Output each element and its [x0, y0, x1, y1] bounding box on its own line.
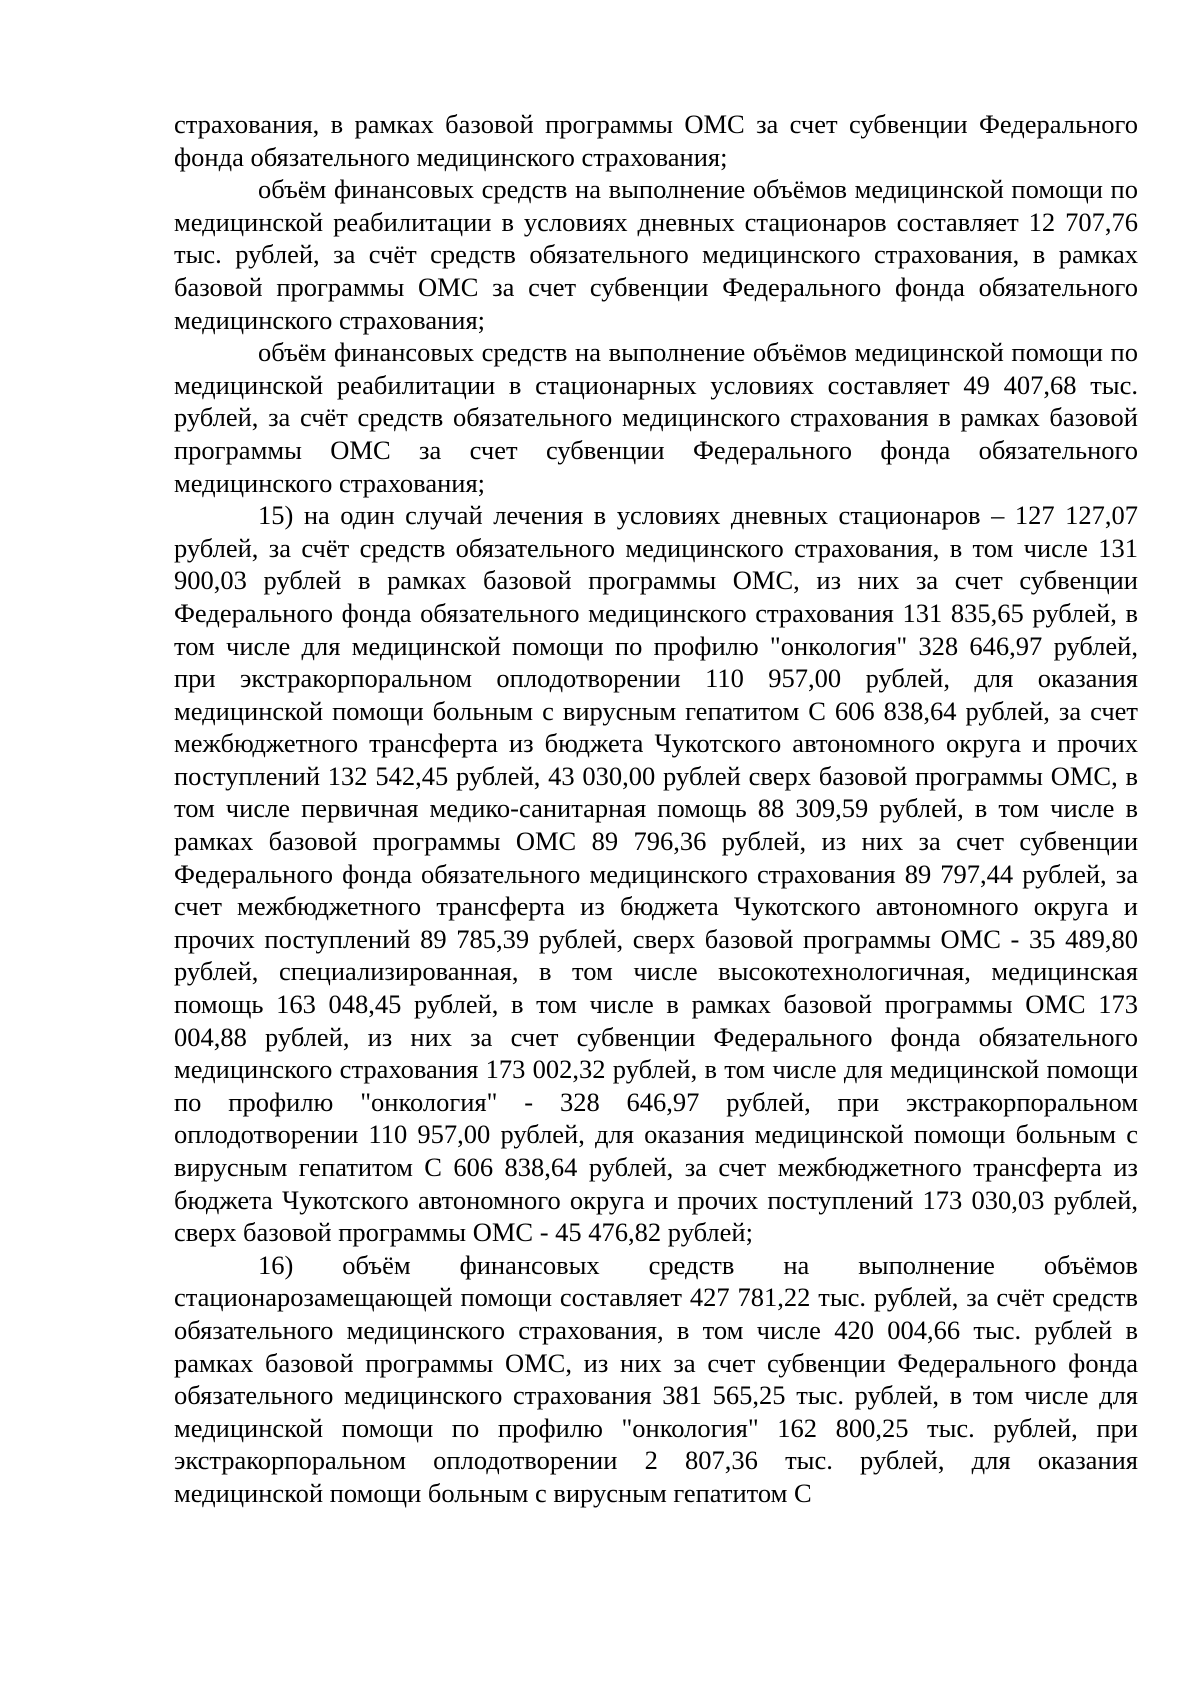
- document-page: [174, 108, 1138, 1510]
- paragraph-item-15: 15) на один случай лечения в условиях дневных стационаров – 127 127,07 рублей, за счёт средств обязательного медицинского страхования, в том числе 131 900,03 рублей в рамках базовой программы ОМС, из них за счет субвенции Федерального фонда обязательного медицинского страхования 131 835,65 рублей, в том числе для медицинской помощи по профилю "онкология" 328 646,97 рублей, при экстракорпоральном оплодотворении 110 957,00 рублей, для оказания медицинской помощи больным с вирусным гепатитом С 606 838,64 рублей, за счет межбюджетного трансферта из бюджета Чукотского автономного округа и прочих поступлений 132 542,45 рублей, 43 030,00 рублей сверх базовой программы ОМС, в том числе первичная медико-санитарная помощь 88 309,59 рублей, в том числе в рамках базовой программы ОМС 89 796,36 рублей, из них за счет субвенции Федерального фонда обязательного медицинского страхования 89 797,44 рублей, за счет межбюджетного трансферта из бюджета Чукотского автономного округа и прочих поступлений 89 785,39 рублей, сверх базовой программы ОМС - 35 489,80 рублей, специализированная, в том числе высокотехнологичная, медицинская помощь 163 048,45 рублей, в том числе в рамках базовой программы ОМС 173 004,88 рублей, из них за счет субвенции Федерального фонда обязательного медицинского страхования 173 002,32 рублей, в том числе для медицинской помощи по профилю "онкология" - 328 646,97 рублей, при экстракорпоральном оплодотворении 110 957,00 рублей, для оказания медицинской помощи больным с вирусным гепатитом С 606 838,64 рублей, за счет межбюджетного трансферта из бюджета Чукотского автономного округа и прочих поступлений 173 030,03 рублей, сверх базовой программы ОМС - 45 476,82 рублей;: [174, 500, 1138, 1248]
- paragraph-rehab-day-hospital: объём финансовых средств на выполнение объёмов медицинской помощи по медицинской реабилитации в условиях дневных стационаров составляет 12 707,76 тыс. рублей, за счёт средств обязательного медицинского страхования, в рамках базовой программы ОМС за счет субвенции Федерального фонда обязательного медицинского страхования;: [174, 174, 1138, 335]
- paragraph-item-16: 16) объём финансовых средств на выполнение объёмов стационарозамещающей помощи составляет 427 781,22 тыс. рублей, за счёт средств обязательного медицинского страхования, в том числе 420 004,66 тыс. рублей в рамках базовой программы ОМС, из них за счет субвенции Федерального фонда обязательного медицинского страхования 381 565,25 тыс. рублей, в том числе для медицинской помощи по профилю "онкология" 162 800,25 тыс. рублей, при экстракорпоральном оплодотворении 2 807,36 тыс. рублей, для оказания медицинской помощи больным с вирусным гепатитом С: [174, 1249, 1138, 1508]
- paragraph-rehab-inpatient: объём финансовых средств на выполнение объёмов медицинской помощи по медицинской реабилитации в стационарных условиях составляет 49 407,68 тыс. рублей, за счёт средств обязательного медицинского страхования в рамках базовой программы ОМС за счет субвенции Федерального фонда обязательного медицинского страхования;: [174, 337, 1138, 498]
- paragraph-continuation: страхования, в рамках базовой программы ОМС за счет субвенции Федерального фонда обязательного медицинского страхования;: [174, 109, 1138, 172]
